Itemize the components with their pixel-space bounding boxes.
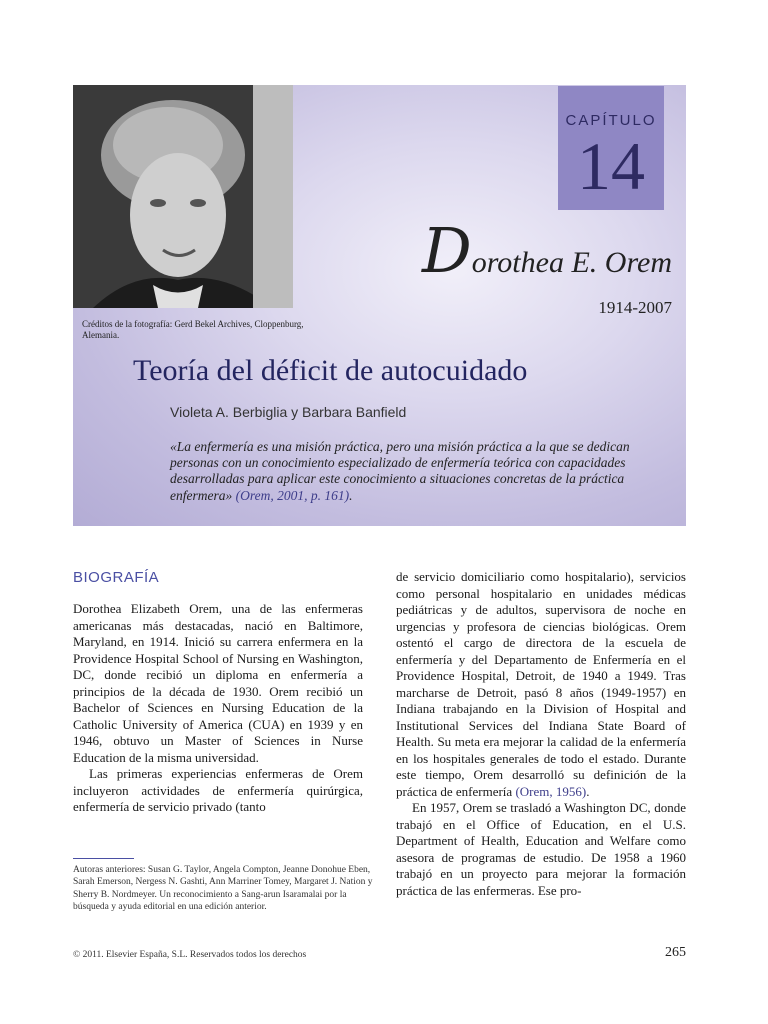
right-column: [396, 569, 686, 899]
epigraph-citation: (Orem, 2001, p. 161): [235, 487, 350, 503]
left-column: [73, 601, 363, 816]
epigraph-text: «La enfermería es una misión práctica, pero una misión práctica a la que se dedican personas con un conocimiento especializado de enfermería teórica con capacidades desarrolladas para aplicar este conocimiento a situaciones concretas de la práctica enfermera»: [170, 439, 630, 503]
photo-credit: Créditos de la fotografía: Gerd Bekel Archives, Cloppenburg, Alemania.: [82, 319, 304, 340]
chapter-badge: [558, 86, 664, 210]
epigraph-quote: [170, 439, 670, 504]
chapter-authors: Violeta A. Berbiglia y Barbara Banfield: [170, 404, 407, 420]
portrait-illustration: [73, 85, 293, 308]
theorist-name: [422, 214, 672, 287]
theorist-name-initial: D: [422, 214, 472, 287]
page-number: 265: [665, 945, 686, 960]
author-portrait: [73, 85, 293, 308]
paragraph-text: de servicio domiciliario como hospitalario), servicios como personal hospitalario en unidades médicas pediátricas y de adultos, supervisora de noche en urgencias y profesora de ciencias biológicas. Orem ostentó el cargo de directora de la escuela de enfermería y del Departamento de Enfermería en el Providence Hospital, Detroit, de 1940 a 1949. Tras marcharse de Detroit, pasó 8 años (1949-1957) en Indiana trabajando en la Division of Hospital and Institutional Services del Indiana State Board of Health. Su meta era mejorar la calidad de la enfermería en los hospitales generales de todo el estado. Durante este tiempo, Orem desarrolló su definición de la práctica de enfermería: [396, 569, 686, 799]
inline-citation: (Orem, 1956): [515, 783, 587, 799]
section-heading: BIOGRAFÍA: [73, 569, 160, 586]
footnote: Autoras anteriores: Susan G. Taylor, Angela Compton, Jeanne Donohue Eben, Sarah Emerson, Nergess N. Gashti, Ann Marriner Tomey, Margaret J. Nation y Sherry B. Nordmeyer. Un reconocimiento a Sang-arun Isaramalai por la búsqueda y ayuda editorial en una edición anterior.: [73, 865, 373, 913]
footnote-divider: [73, 858, 134, 859]
chapter-title: Teoría del déficit de autocuidado: [133, 354, 528, 387]
paragraph: Las primeras experiencias enfermeras de Orem incluyeron actividades de enfermería quirúrgica, enfermería de servicio privado (tanto: [73, 766, 363, 814]
chapter-label: CAPÍTULO: [565, 112, 657, 129]
paragraph: Dorothea Elizabeth Orem, una de las enfermeras americanas más destacadas, nació en Baltimore, Maryland, en 1914. Inició su carrera enfermera en la Providence Hospital School of Nursing en Washington, DC, donde recibió un diploma en enfermería a principios de la década de 1930. Orem recibió un Bachelor of Sciences en Nursing Education de la Catholic University of America (CUA) en 1939 y en 1946, obtuvo un Master of Sciences in Nurse Education de la misma universidad.: [73, 601, 363, 765]
epigraph-end: .: [349, 487, 353, 503]
chapter-number: 14: [577, 128, 645, 204]
paragraph: [396, 569, 686, 800]
theorist-name-rest: orothea E. Orem: [471, 246, 672, 279]
paragraph: En 1957, Orem se trasladó a Washington DC, donde trabajó en el Office of Education, en el U.S. Department of Health, Education and Welfare como asesora de programas de estudio. De 1958 a 1960 trabajó en un proyecto para mejorar la formación práctica de las enfermeras. Ese pro-: [396, 800, 686, 898]
paragraph-end: .: [586, 783, 590, 799]
copyright: © 2011. Elsevier España, S.L. Reservados todos los derechos: [73, 950, 307, 960]
theorist-years: 1914-2007: [598, 298, 672, 317]
